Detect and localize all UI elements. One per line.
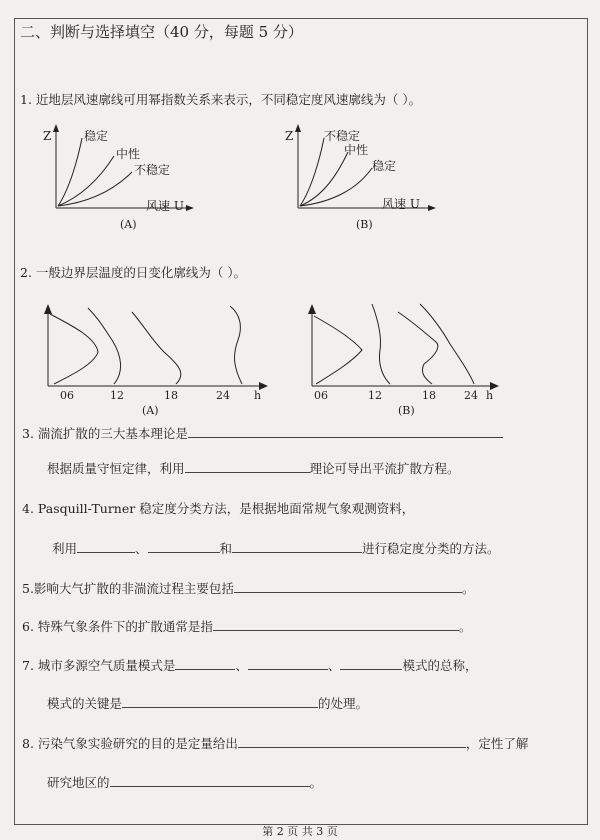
question-5-text: 5.影响大气扩散的非湍流过程主要包括 [22,581,234,596]
question-7-line-1 [22,657,477,674]
profile-18 [132,312,181,384]
profile-06 [50,314,98,384]
answer-blank[interactable] [234,580,462,593]
profile-12 [372,304,390,384]
question-4-text: 进行稳定度分类的方法。 [362,541,500,556]
answer-blank[interactable] [213,618,459,631]
x-axis-arrow-icon [428,205,436,211]
question-8-text: 研究地区的 [47,775,110,790]
tick-label: 06 [314,389,328,402]
answer-blank[interactable] [175,657,235,670]
time-unit-label: h [254,389,262,402]
curve-label: 不稳定 [134,163,171,177]
question-6 [22,618,471,635]
x-axis-label: 风速 U [146,199,184,213]
question-8-line-2 [47,774,322,791]
profile-18 [398,312,438,384]
curve-unstable [300,138,324,206]
graph-caption: (A) [120,218,137,231]
y-axis-arrow-icon [308,304,316,314]
q1-graph-b [282,118,452,233]
graph-caption: (B) [398,404,415,417]
answer-blank[interactable] [238,735,466,748]
section-title: 二、判断与选择填空（40 分，每题 5 分） [20,23,303,41]
question-4-text: 、 [135,541,148,556]
question-4-text: 利用 [52,541,78,556]
question-7-text: 模式的总称， [402,658,478,673]
curve-label: 中性 [344,143,369,157]
tick-label: 24 [464,389,478,402]
question-8-line-1 [22,735,528,752]
question-4-line-2 [52,540,500,557]
question-8-text: ，定性了解 [465,736,529,751]
answer-blank[interactable] [185,460,310,473]
q2-graph-a [38,298,273,420]
question-3-text: 3. 湍流扩散的三大基本理论是 [22,426,188,441]
answer-blank[interactable] [122,695,318,708]
answer-blank[interactable] [148,540,220,553]
curve-label: 稳定 [84,129,109,143]
question-4-line-1: 4. Pasquill-Turner 稳定度分类方法，是根据地面常规气象观测资料， [22,501,415,516]
graph-caption: (A) [142,404,159,417]
q2-graph-b [302,298,537,420]
question-7-text: 的处理。 [318,696,369,711]
question-4-text: 和 [219,541,233,556]
time-unit-label: h [486,389,494,402]
tick-label: 06 [60,389,74,402]
question-3-text: 理论可导出平流扩散方程。 [309,461,460,476]
answer-blank[interactable] [248,657,328,670]
answer-blank[interactable] [340,657,402,670]
q1-graph-a [40,118,210,233]
y-axis-label: Z [43,129,52,143]
y-axis-arrow-icon [295,124,301,132]
graph-caption: (B) [356,218,373,231]
question-7-text: 模式的关键是 [47,696,123,711]
profile-24 [230,306,242,384]
x-axis-label: 风速 U [382,197,420,211]
question-3-text: 根据质量守恒定律，利用 [47,461,185,476]
question-6-text: 6. 特殊气象条件下的扩散通常是指 [22,619,213,634]
curve-neutral [58,156,114,206]
question-1-text: 1. 近地层风速廓线可用幂指数关系来表示，不同稳定度风速廓线为（ ）。 [20,92,422,107]
y-axis-arrow-icon [53,124,59,132]
question-8-text: 8. 污染气象实验研究的目的是定量给出 [22,736,238,751]
tick-label: 18 [164,389,178,402]
question-3-line-1 [22,425,503,442]
question-8-text: 。 [309,775,323,790]
question-7-text: 、 [327,658,341,673]
curve-label: 不稳定 [324,129,361,143]
tick-label: 24 [216,389,230,402]
tick-label: 12 [368,389,382,402]
profile-06 [314,316,362,384]
tick-label: 18 [422,389,436,402]
answer-blank[interactable] [188,425,503,438]
answer-blank[interactable] [232,540,362,553]
profile-24 [420,304,474,384]
tick-label: 12 [110,389,124,402]
question-7-text: 、 [235,658,248,673]
answer-blank[interactable] [77,540,135,553]
x-axis-arrow-icon [186,205,194,211]
answer-blank[interactable] [110,774,310,787]
question-7-line-2 [47,695,368,712]
y-axis-label: Z [285,129,294,143]
question-7-text: 7. 城市多源空气质量模式是 [22,658,176,673]
curve-stable [58,138,82,206]
question-6-text: 。 [458,619,472,634]
curve-label: 稳定 [372,159,397,173]
profile-12 [88,308,121,384]
y-axis-arrow-icon [44,304,52,314]
question-5 [22,580,474,597]
question-3-line-2 [47,460,460,477]
curve-label: 中性 [116,147,141,161]
question-5-text: 。 [461,581,475,596]
page-footer: 第 2 页 共 3 页 [262,825,338,838]
question-2-text: 2. 一般边界层温度的日变化廓线为（ ）。 [20,265,247,280]
curve-neutral [300,152,348,206]
